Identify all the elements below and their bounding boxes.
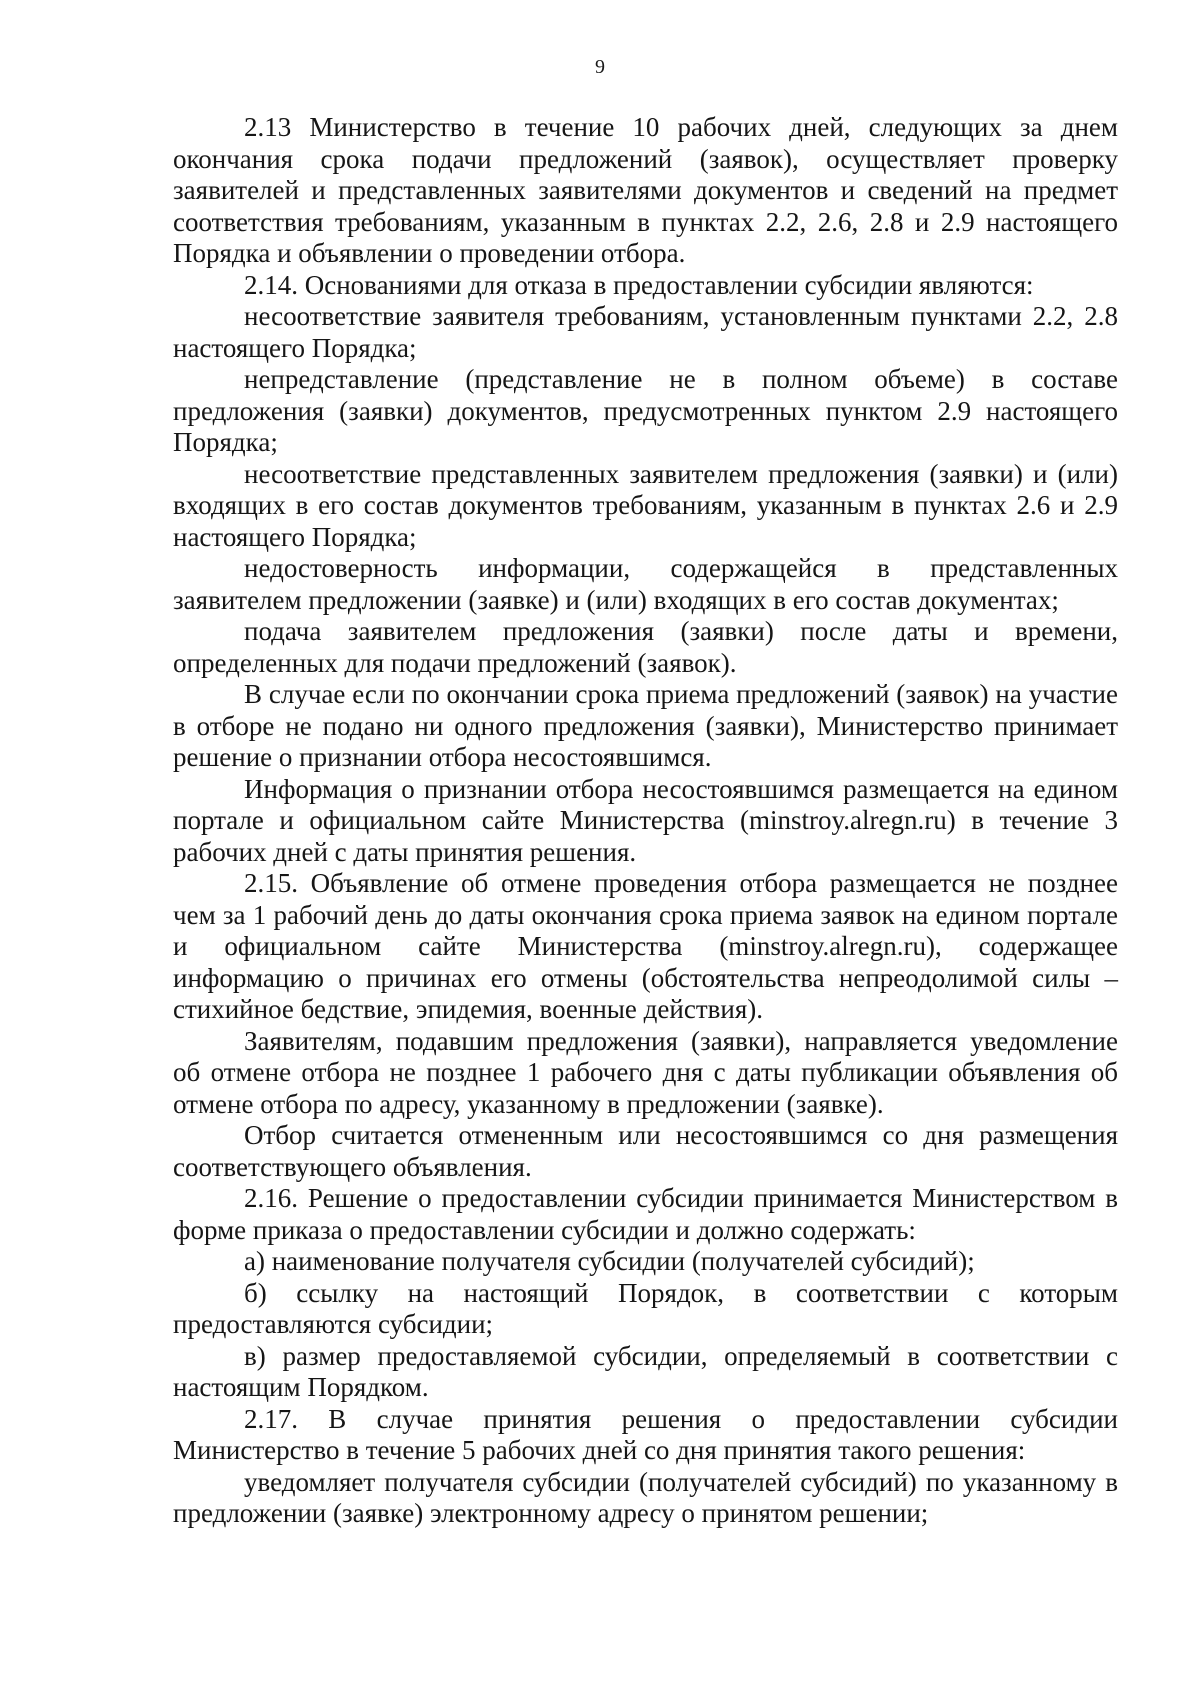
paragraph-2-15: 2.15. Объявление об отмене проведения отбора размещается не позднее чем за 1 рабочий день до даты окончания срока приема заявок на едином портале и официальном сайте Министерства (minstroy.alregn.ru), содержащее информацию о причинах его отмены (обстоятельства непреодолимой силы – стихийное бедствие, эпидемия, военные действия). [173, 868, 1118, 1024]
paragraph-2-17-notify: уведомляет получателя субсидии (получателей субсидий) по указанному в предложении (заявке) электронному адресу о принятом решении; [173, 1466, 1118, 1528]
paragraph-failed-selection-info: Информация о признании отбора несостоявшимся размещается на едином портале и официальном сайте Министерства (minstroy.alregn.ru) в течение 3 рабочих дней с даты принятия решения. [173, 773, 1118, 867]
paragraph-refusal-reason-4: недостоверность информации, содержащейся в представленных заявителем предложении (заявке) и (или) входящих в его состав документах; [173, 553, 1118, 615]
paragraph-2-16-b: б) ссылку на настоящий Порядок, в соответствии с которым предоставляются субсидии; [173, 1277, 1118, 1339]
paragraph-cancel-effective: Отбор считается отмененным или несостоявшимся со дня размещения соответствующего объявления. [173, 1120, 1118, 1182]
paragraph-2-16: 2.16. Решение о предоставлении субсидии принимается Министерством в форме приказа о предоставлении субсидии и должно содержать: [173, 1183, 1118, 1245]
document-body [173, 112, 1118, 1530]
paragraph-refusal-reason-2: непредставление (представление не в полном объеме) в составе предложения (заявки) документов, предусмотренных пунктом 2.9 настоящего Порядка; [173, 364, 1118, 457]
paragraph-2-14: 2.14. Основаниями для отказа в предоставлении субсидии являются: [244, 269, 1034, 300]
paragraph-2-16-a: а) наименование получателя субсидии (получателей субсидий); [244, 1246, 975, 1276]
paragraph-2-13: 2.13 Министерство в течение 10 рабочих дней, следующих за днем окончания срока подачи предложений (заявок), осуществляет проверку заявителей и представленных заявителями документов и сведений на предмет соответствия требованиям, указанным в пунктах 2.2, 2.6, 2.8 и 2.9 настоящего Порядка и объявлении о проведении отбора. [173, 112, 1118, 268]
page-number: 9 [595, 56, 605, 78]
paragraph-refusal-reason-1: несоответствие заявителя требованиям, установленным пунктами 2.2, 2.8 настоящего Порядка; [173, 301, 1118, 363]
paragraph-2-17: 2.17. В случае принятия решения о предоставлении субсидии Министерство в течение 5 рабочих дней со дня принятия такого решения: [173, 1403, 1118, 1465]
paragraph-2-16-c: в) размер предоставляемой субсидии, определяемый в соответствии с настоящим Порядком. [173, 1340, 1118, 1402]
paragraph-cancel-notice: Заявителям, подавшим предложения (заявки), направляется уведомление об отмене отбора не позднее 1 рабочего дня с даты публикации объявления об отмене отбора по адресу, указанному в предложении (заявке). [173, 1025, 1118, 1119]
paragraph-failed-selection: В случае если по окончании срока приема предложений (заявок) на участие в отборе не подано ни одного предложения (заявки), Министерство принимает решение о признании отбора несостоявшимся. [173, 679, 1118, 772]
paragraph-refusal-reason-3: несоответствие представленных заявителем предложения (заявки) и (или) входящих в его состав документов требованиям, указанным в пунктах 2.6 и 2.9 настоящего Порядка; [173, 458, 1118, 552]
paragraph-refusal-reason-5: подача заявителем предложения (заявки) после даты и времени, определенных для подачи предложений (заявок). [173, 616, 1118, 678]
